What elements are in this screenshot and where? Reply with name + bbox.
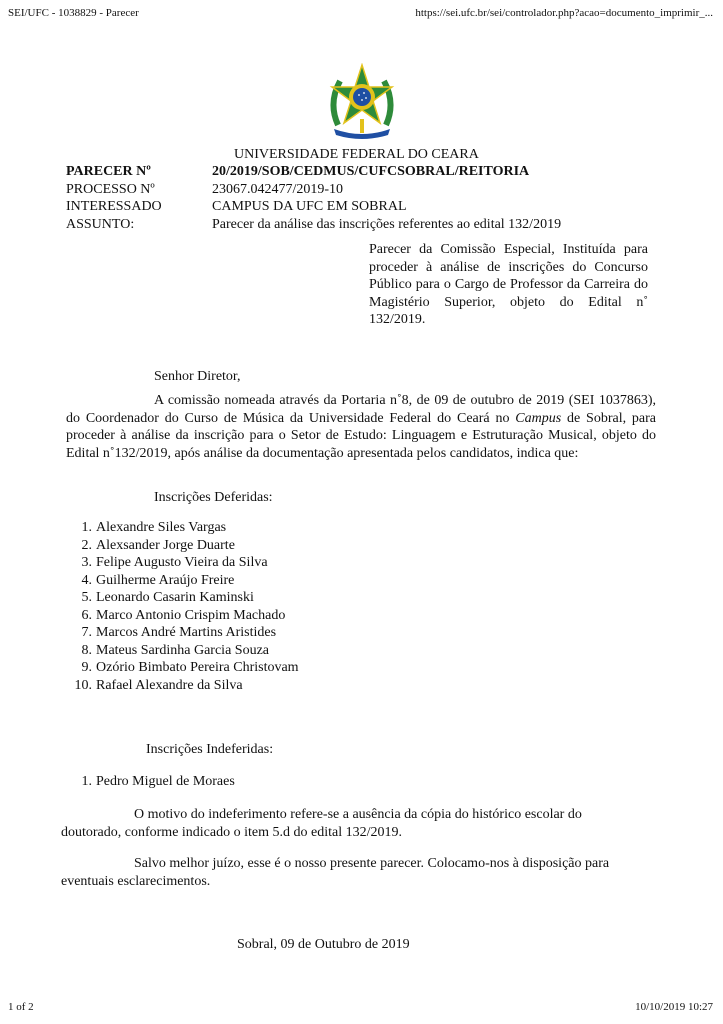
body-paragraph bbox=[66, 392, 656, 462]
reason-line-1: O motivo do indeferimento refere-se a ausência da cópia do histórico escolar do bbox=[134, 807, 582, 822]
indeferidas-heading: Inscrições Indeferidas: bbox=[146, 742, 274, 757]
closing-line-1: Salvo melhor juízo, esse é o nosso presente parecer. Colocamo-nos à disposição para bbox=[134, 856, 610, 871]
list-item: 6. Marco Antonio Crispim Machado bbox=[81, 607, 286, 623]
print-footer-page: 1 of 2 bbox=[8, 1001, 34, 1013]
print-footer-datetime: 10/10/2019 10:27 bbox=[635, 1001, 713, 1013]
list-item: 1. Pedro Miguel de Moraes bbox=[81, 774, 235, 789]
deferidas-list bbox=[66, 519, 299, 694]
body-text-part1: A comissão nomeada através da Portaria n˚8, de 09 de outubro de 2019 (SEI 1037863), do Coordenador do Curso de Música da Universidade Federal do Ceará no bbox=[66, 393, 656, 426]
processo-label: PROCESSO Nº bbox=[66, 181, 155, 197]
brazil-coat-of-arms-icon bbox=[326, 63, 398, 141]
list-item: 9. Ozório Bimbato Pereira Christovam bbox=[81, 660, 299, 675]
closing-line-2: eventuais esclarecimentos. bbox=[61, 874, 211, 889]
list-item: 5. Leonardo Casarin Kaminski bbox=[81, 590, 254, 605]
print-header-url: https://sei.ufc.br/sei/controlador.php?acao=documento_imprimir_... bbox=[415, 7, 713, 19]
parecer-label: PARECER Nº bbox=[66, 164, 151, 179]
body-text-italic: Campus bbox=[515, 410, 562, 426]
list-item: 4. Guilherme Araújo Freire bbox=[81, 572, 235, 588]
processo-number: 23067.042477/2019-10 bbox=[212, 181, 344, 197]
assunto-value: Parecer da análise das inscrições referentes ao edital 132/2019 bbox=[212, 216, 562, 232]
place-date: Sobral, 09 de Outubro de 2019 bbox=[237, 937, 410, 952]
parecer-number: 20/2019/SOB/CEDMUS/CUFCSOBRAL/REITORIA bbox=[212, 164, 530, 179]
list-item: 3. Felipe Augusto Vieira da Silva bbox=[81, 555, 268, 570]
deferidas-heading: Inscrições Deferidas: bbox=[154, 490, 273, 505]
body-text-part2: de Sobral, para proceder à análise da inscrição para o Setor de Estudo: Linguagem e Estruturação Musical, objeto do Edital n˚132/2019, após análise da documentação apresentada pelos candidatos, indica que: bbox=[66, 410, 656, 461]
list-item: 10. Rafael Alexandre da Silva bbox=[74, 677, 243, 693]
print-header-title: SEI/UFC - 1038829 - Parecer bbox=[8, 7, 139, 19]
assunto-label: ASSUNTO: bbox=[66, 216, 135, 232]
list-item: 1. Alexandre Siles Vargas bbox=[81, 520, 227, 535]
indeferidas-list bbox=[66, 773, 235, 791]
list-item: 2. Alexsander Jorge Duarte bbox=[81, 537, 235, 553]
interessado-value: CAMPUS DA UFC EM SOBRAL bbox=[212, 199, 407, 214]
reason-line-2: doutorado, conforme indicado o item 5.d do edital 132/2019. bbox=[61, 825, 402, 840]
list-item: 7. Marcos André Martins Aristides bbox=[81, 625, 277, 640]
list-item: 8. Mateus Sardinha Garcia Souza bbox=[81, 642, 269, 658]
institution-name: UNIVERSIDADE FEDERAL DO CEARA bbox=[234, 147, 479, 162]
summary-paragraph: Parecer da Comissão Especial, Instituída para proceder à análise de inscrições do Concurso Público para o Cargo de Professor da Carreira do Magistério Superior, objeto do Edital n˚ 132/2019. bbox=[369, 242, 648, 327]
salutation: Senhor Diretor, bbox=[154, 369, 241, 384]
interessado-label: INTERESSADO bbox=[66, 199, 162, 214]
